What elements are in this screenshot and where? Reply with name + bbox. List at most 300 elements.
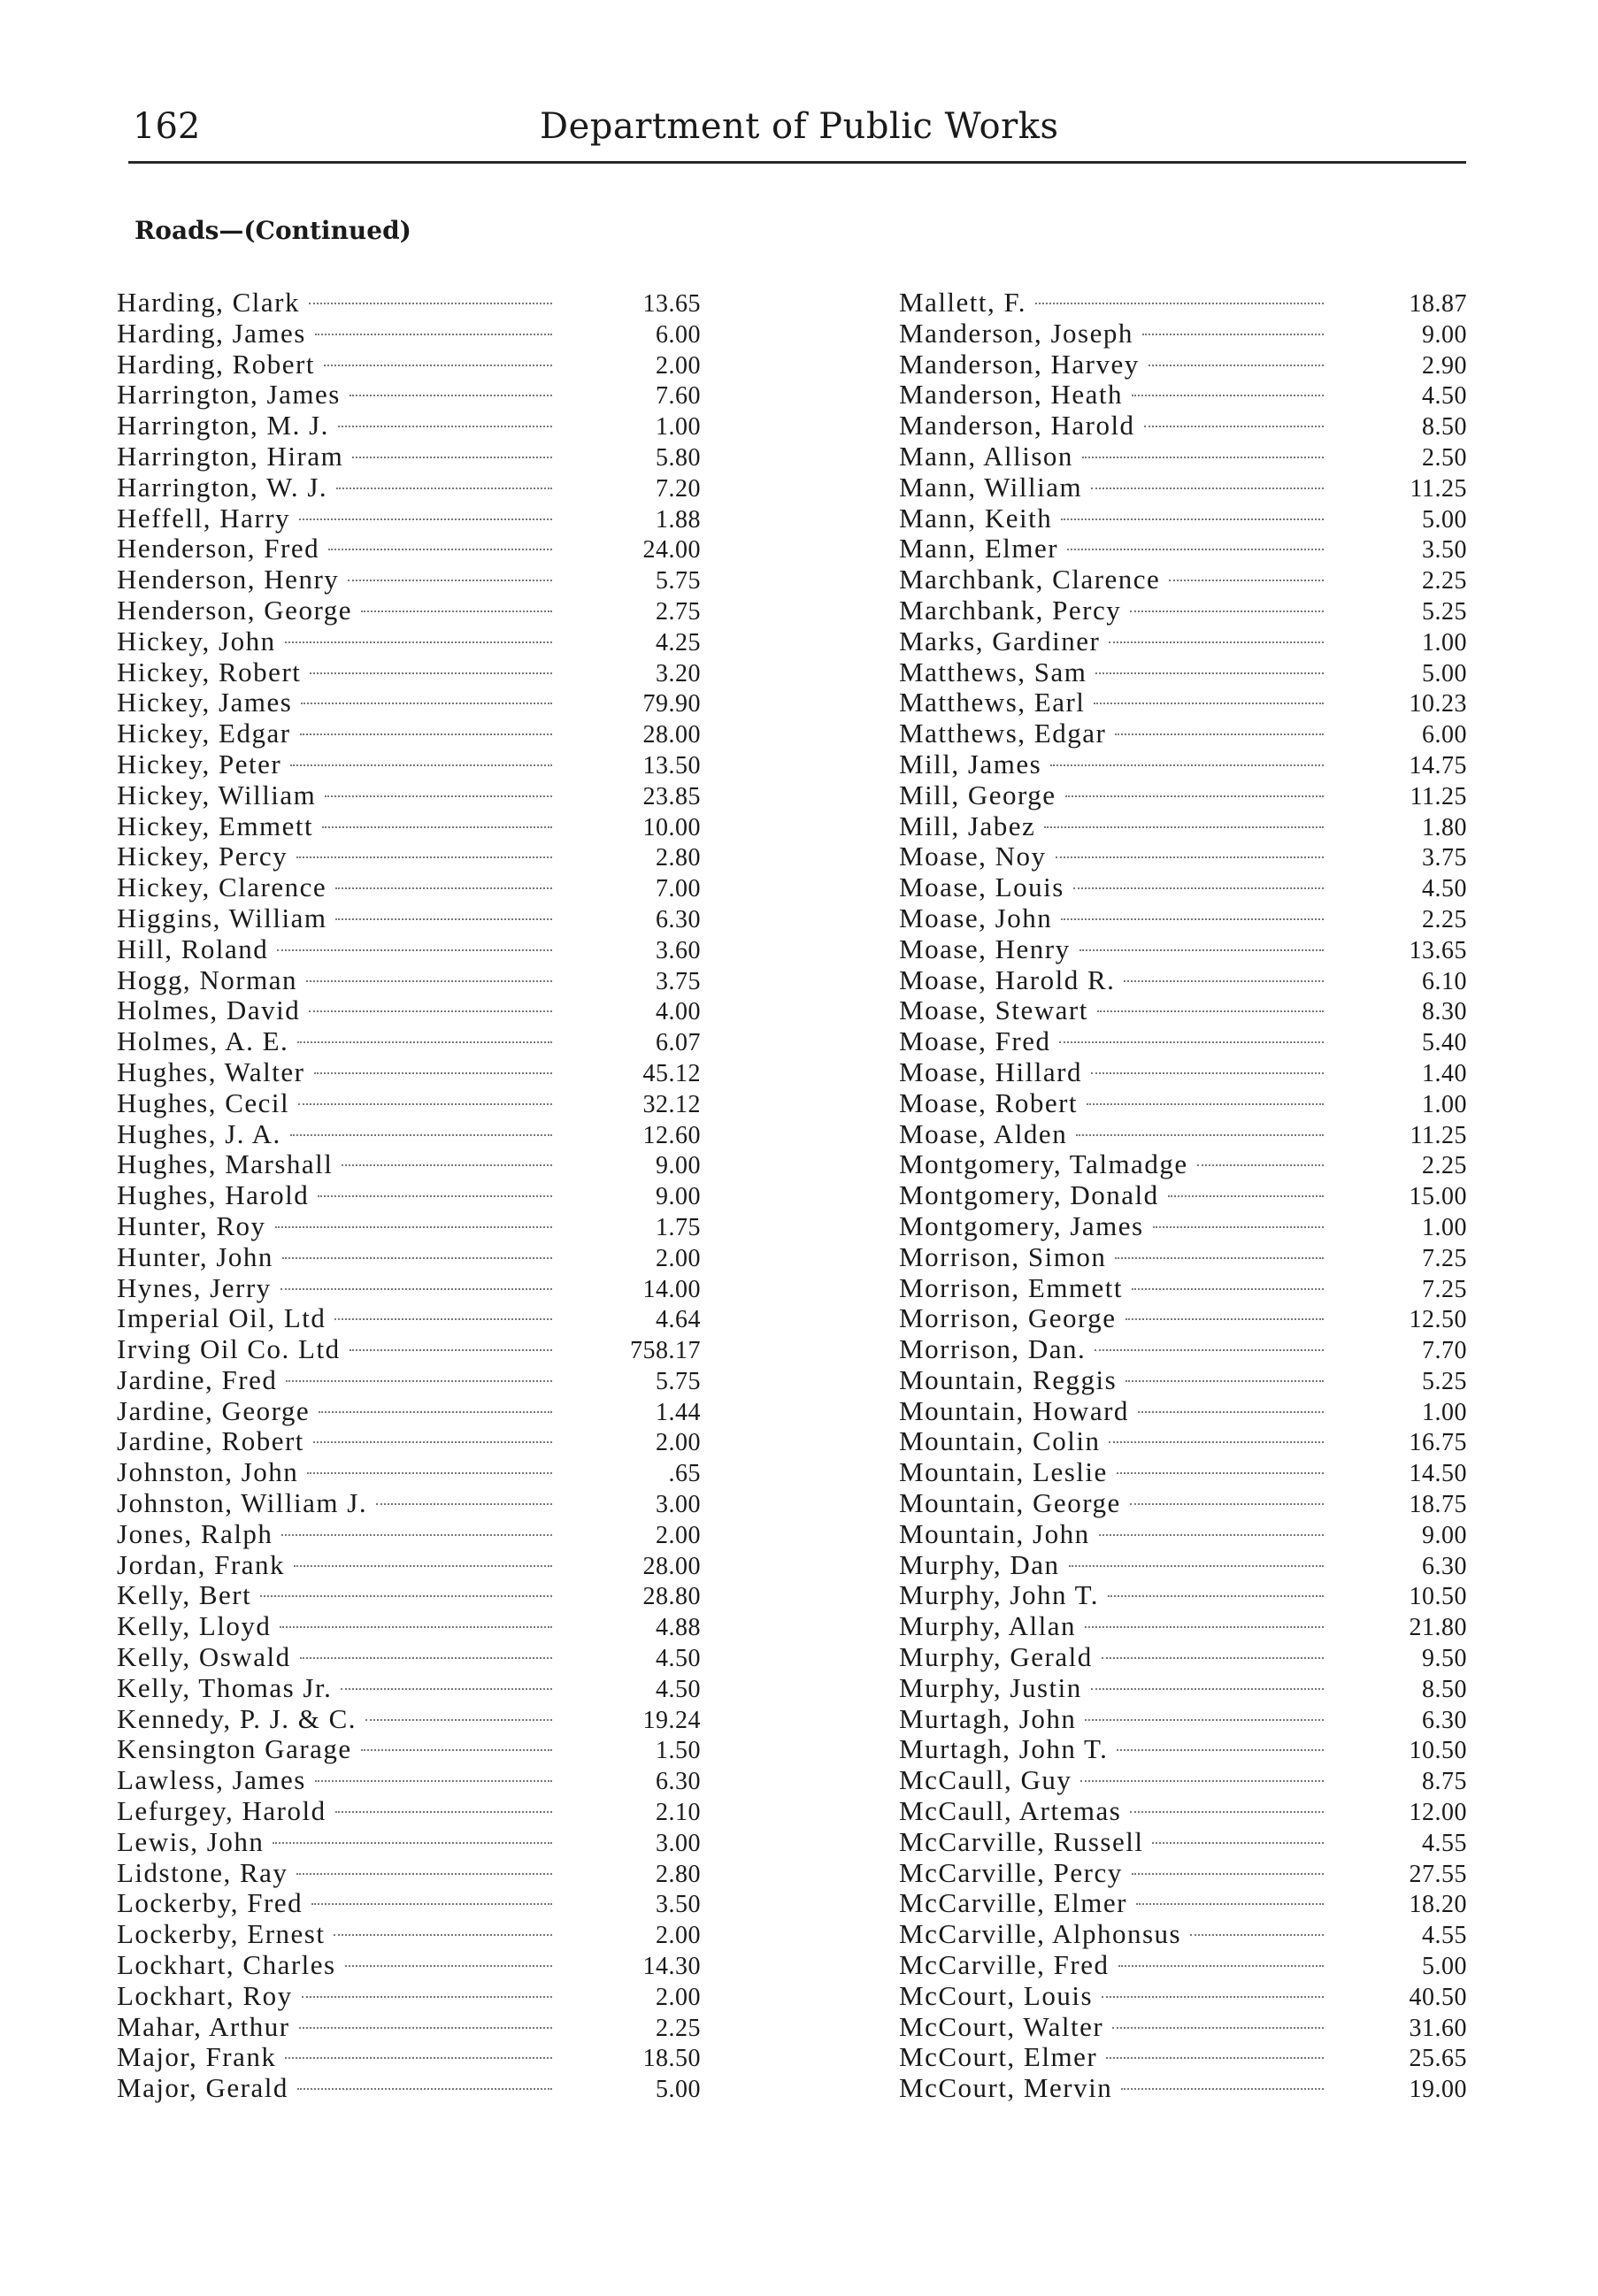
ledger-row xyxy=(899,1826,1467,1857)
payment-amount: 2.75 xyxy=(656,597,701,626)
payee-name: Mountain, George xyxy=(899,1487,1121,1519)
payment-amount: 1.80 xyxy=(1422,813,1467,841)
payment-amount: 1.00 xyxy=(1422,1213,1467,1241)
dot-leader xyxy=(1117,1749,1324,1751)
dot-leader xyxy=(300,1657,552,1659)
payee-name: Major, Frank xyxy=(117,2041,277,2073)
payee-name: Moase, John xyxy=(899,902,1053,933)
payment-amount: 2.80 xyxy=(656,844,701,872)
payee-name: Harrington, W. J. xyxy=(117,471,328,503)
payee-name: McCarville, Fred xyxy=(899,1949,1110,1981)
payment-amount: 13.50 xyxy=(642,751,701,779)
payee-name: Marchbank, Clarence xyxy=(899,564,1161,595)
payment-amount: 2.00 xyxy=(656,1244,701,1272)
payment-amount: 10.00 xyxy=(642,813,701,841)
dot-leader xyxy=(1152,1842,1324,1844)
ledger-row xyxy=(899,1672,1467,1703)
payee-name: Matthews, Earl xyxy=(899,687,1086,718)
payee-name: Mountain, Howard xyxy=(899,1394,1129,1426)
dot-leader xyxy=(352,457,552,458)
ledger-row xyxy=(899,1179,1467,1210)
ledger-row xyxy=(117,1333,701,1364)
payment-amount: 3.60 xyxy=(656,936,701,964)
payment-amount: 1.50 xyxy=(656,1737,701,1765)
payee-name: McCaull, Artemas xyxy=(899,1795,1122,1827)
payee-name: Murphy, Justin xyxy=(899,1671,1082,1703)
dot-leader xyxy=(1130,1503,1324,1505)
payee-name: Manderson, Harold xyxy=(899,410,1135,442)
dot-leader xyxy=(1112,2027,1324,2029)
payment-amount: 28.00 xyxy=(642,721,701,749)
payment-amount: 14.75 xyxy=(1409,751,1467,779)
payment-amount: 1.44 xyxy=(656,1398,701,1426)
payment-amount: 7.70 xyxy=(1422,1337,1467,1365)
payment-amount: 2.50 xyxy=(1422,443,1467,472)
payment-amount: 1.00 xyxy=(1422,1090,1467,1118)
dot-leader xyxy=(1102,1996,1324,1998)
ledger-row xyxy=(899,1364,1467,1395)
dot-leader xyxy=(307,1472,552,1474)
ledger-row xyxy=(117,1025,701,1056)
header-rule xyxy=(128,161,1466,164)
ledger-row xyxy=(899,1980,1467,2011)
dot-leader xyxy=(348,580,552,581)
payee-name: Henderson, Henry xyxy=(117,564,340,595)
ledger-row xyxy=(899,1703,1467,1734)
payee-name: Murtagh, John T. xyxy=(899,1733,1109,1765)
ledger-row xyxy=(899,1148,1467,1179)
payment-amount: 12.50 xyxy=(1409,1306,1467,1334)
dot-leader xyxy=(309,303,552,304)
ledger-row xyxy=(899,1949,1467,1980)
dot-leader xyxy=(341,1688,552,1690)
payee-name: Murphy, Allan xyxy=(899,1610,1077,1642)
ledger-row xyxy=(117,1179,701,1210)
payment-amount: 1.40 xyxy=(1422,1059,1467,1087)
payee-name: McCarville, Percy xyxy=(899,1856,1123,1888)
dot-leader xyxy=(310,672,552,674)
payment-amount: 19.24 xyxy=(642,1706,701,1734)
payment-amount: 6.30 xyxy=(656,905,701,933)
dot-leader xyxy=(1138,1411,1324,1413)
payment-amount: 15.00 xyxy=(1409,1183,1467,1211)
payment-amount: 7.20 xyxy=(656,474,701,503)
ledger-row xyxy=(117,964,701,995)
dot-leader xyxy=(1091,488,1324,489)
payee-name: Harrington, Hiram xyxy=(117,440,344,472)
dot-leader xyxy=(311,1903,552,1905)
ledger-row xyxy=(899,2072,1467,2103)
dot-leader xyxy=(1073,887,1324,889)
ledger-row xyxy=(899,749,1467,779)
payee-name: Kennedy, P. J. & C. xyxy=(117,1702,357,1734)
dot-leader xyxy=(315,334,552,335)
payee-name: Johnston, John xyxy=(117,1456,299,1488)
payee-name: Matthews, Edgar xyxy=(899,718,1107,749)
payment-amount: 13.65 xyxy=(1409,936,1467,964)
payee-name: Jardine, George xyxy=(117,1394,311,1426)
dot-leader xyxy=(1085,1719,1324,1721)
dot-leader xyxy=(1056,856,1324,858)
dot-leader xyxy=(297,2088,552,2090)
payee-name: Morrison, George xyxy=(899,1302,1117,1334)
payee-name: Kelly, Oswald xyxy=(117,1641,291,1673)
ledger-row xyxy=(899,503,1467,534)
ledger-row xyxy=(117,1980,701,2011)
ledger-row xyxy=(117,564,701,595)
payee-name: Kelly, Bert xyxy=(117,1579,252,1611)
payment-amount: 12.60 xyxy=(642,1121,701,1149)
payee-name: Moase, Alden xyxy=(899,1117,1068,1149)
dot-leader xyxy=(1132,395,1324,396)
payment-amount: 10.50 xyxy=(1409,1737,1467,1765)
payee-name: McCourt, Walter xyxy=(899,2010,1104,2042)
payee-name: Murphy, Dan xyxy=(899,1548,1060,1580)
payment-amount: 2.25 xyxy=(1422,1152,1467,1180)
payee-name: Moase, Fred xyxy=(899,1025,1051,1057)
ledger-row xyxy=(899,349,1467,380)
ledger-row xyxy=(117,287,701,318)
dot-leader xyxy=(324,365,552,366)
payment-amount: 18.75 xyxy=(1409,1491,1467,1519)
payment-amount: 4.00 xyxy=(656,998,701,1026)
ledger-row xyxy=(899,779,1467,810)
payee-name: Mountain, Colin xyxy=(899,1425,1101,1457)
dot-leader xyxy=(1085,1626,1324,1628)
dot-leader xyxy=(328,549,552,550)
payee-name: Lefurgey, Harold xyxy=(117,1795,327,1827)
ledger-row xyxy=(117,1425,701,1456)
dot-leader xyxy=(1044,826,1324,828)
payee-name: Mountain, John xyxy=(899,1517,1090,1549)
ledger-row xyxy=(899,1549,1467,1580)
ledger-row xyxy=(899,287,1467,318)
payee-name: Mann, William xyxy=(899,471,1083,503)
payee-name: Mahar, Arthur xyxy=(117,2010,290,2042)
payment-amount: 3.75 xyxy=(656,967,701,995)
dot-leader xyxy=(285,641,552,643)
dot-leader xyxy=(285,2057,552,2059)
dot-leader xyxy=(315,1780,552,1782)
ledger-row xyxy=(117,1272,701,1303)
dot-leader xyxy=(361,1749,552,1751)
payment-amount: 5.75 xyxy=(656,567,701,595)
dot-leader xyxy=(318,1195,552,1197)
payee-name: Moase, Henry xyxy=(899,933,1071,964)
dot-leader xyxy=(334,1934,552,1936)
dot-leader xyxy=(1115,733,1324,735)
ledger-row xyxy=(117,1826,701,1857)
ledger-row xyxy=(117,1703,701,1734)
payment-amount: 3.00 xyxy=(656,1491,701,1519)
payee-name: Mallett, F. xyxy=(899,287,1027,318)
payment-amount: 14.30 xyxy=(642,1953,701,1981)
ledger-row xyxy=(899,1857,1467,1888)
ledger-row xyxy=(117,2011,701,2042)
payment-amount: 3.00 xyxy=(656,1829,701,1857)
payment-amount: 2.90 xyxy=(1422,351,1467,380)
dot-leader xyxy=(306,980,552,982)
payee-name: Murtagh, John xyxy=(899,1702,1077,1734)
ledger-row xyxy=(117,1795,701,1826)
ledger-row xyxy=(117,749,701,779)
ledger-row xyxy=(117,994,701,1025)
dot-leader xyxy=(335,887,552,889)
dot-leader xyxy=(309,1010,552,1012)
ledger-row xyxy=(117,503,701,534)
ledger-row xyxy=(899,1272,1467,1303)
ledger-row xyxy=(117,1733,701,1764)
ledger-row xyxy=(117,1241,701,1272)
payment-amount: 10.23 xyxy=(1409,690,1467,718)
payee-name: Jardine, Robert xyxy=(117,1425,304,1457)
payee-name: Hynes, Jerry xyxy=(117,1271,272,1303)
payment-amount: 32.12 xyxy=(642,1090,701,1118)
dot-leader xyxy=(1106,2057,1324,2059)
ledger-row xyxy=(117,718,701,749)
payee-name: Harding, Clark xyxy=(117,287,300,318)
ledger-row xyxy=(117,1918,701,1949)
payment-amount: 5.00 xyxy=(1422,1953,1467,1981)
ledger-row xyxy=(899,441,1467,472)
payee-name: Kelly, Thomas Jr. xyxy=(117,1671,333,1703)
payee-name: Hill, Roland xyxy=(117,933,269,964)
payment-amount: 4.50 xyxy=(1422,875,1467,903)
payment-amount: 23.85 xyxy=(642,782,701,810)
payment-amount: 79.90 xyxy=(642,690,701,718)
payment-amount: 7.25 xyxy=(1422,1275,1467,1303)
payment-amount: 45.12 xyxy=(642,1059,701,1087)
ledger-row xyxy=(899,1887,1467,1918)
dot-leader xyxy=(322,826,552,828)
ledger-row xyxy=(899,626,1467,657)
dot-leader xyxy=(345,1965,552,1967)
payment-amount: 2.10 xyxy=(656,1799,701,1827)
ledger-row xyxy=(117,1456,701,1487)
payee-name: Holmes, David xyxy=(117,994,301,1026)
payee-name: Montgomery, Donald xyxy=(899,1179,1159,1211)
payee-name: Harrington, James xyxy=(117,379,341,411)
payment-amount: 758.17 xyxy=(630,1337,701,1365)
ledger-row xyxy=(899,1056,1467,1087)
payee-name: Manderson, Joseph xyxy=(899,317,1133,349)
ledger-row xyxy=(899,1518,1467,1549)
payee-name: Jordan, Frank xyxy=(117,1548,285,1580)
dot-leader xyxy=(1094,703,1324,704)
dot-leader xyxy=(260,1595,552,1597)
ledger-row xyxy=(117,349,701,380)
ledger-row xyxy=(117,1056,701,1087)
dot-leader xyxy=(1099,1534,1324,1536)
payment-amount: 4.64 xyxy=(656,1306,701,1334)
payee-name: Montgomery, James xyxy=(899,1209,1144,1241)
payee-name: Harding, Robert xyxy=(117,348,315,380)
dot-leader xyxy=(1115,1257,1324,1259)
payment-amount: 9.00 xyxy=(656,1152,701,1180)
payee-name: Montgomery, Talmadge xyxy=(899,1148,1188,1180)
ledger-row xyxy=(899,1641,1467,1672)
payment-amount: 18.50 xyxy=(642,2045,701,2073)
dot-leader xyxy=(1069,1565,1324,1567)
ledger-row xyxy=(899,1302,1467,1333)
payment-amount: 6.07 xyxy=(656,1029,701,1057)
payment-amount: 1.75 xyxy=(656,1213,701,1241)
payment-amount: 4.55 xyxy=(1422,1829,1467,1857)
ledger-row xyxy=(117,626,701,657)
payee-name: Hickey, Percy xyxy=(117,841,288,872)
payee-name: Lewis, John xyxy=(117,1825,265,1857)
payee-name: Mann, Keith xyxy=(899,502,1053,534)
payee-name: Lockhart, Roy xyxy=(117,1979,293,2011)
ledger-row xyxy=(117,1579,701,1610)
payee-name: McCarville, Alphonsus xyxy=(899,1918,1182,1950)
ledger-row xyxy=(117,1949,701,1980)
payee-name: Murphy, Gerald xyxy=(899,1641,1093,1673)
ledger-row xyxy=(899,657,1467,687)
payment-amount: 9.00 xyxy=(656,1183,701,1211)
dot-leader xyxy=(1126,1318,1324,1320)
ledger-row xyxy=(899,564,1467,595)
dot-leader xyxy=(290,764,552,766)
payment-amount: 3.20 xyxy=(656,659,701,687)
dot-leader xyxy=(301,703,552,704)
ledger-row xyxy=(899,1118,1467,1149)
payment-amount: 11.25 xyxy=(1410,1121,1467,1149)
payee-name: Jones, Ralph xyxy=(117,1517,273,1549)
payee-name: Kensington Garage xyxy=(117,1733,352,1765)
payee-name: Hughes, Harold xyxy=(117,1179,310,1211)
payee-name: Hickey, Peter xyxy=(117,748,282,779)
ledger-row xyxy=(899,994,1467,1025)
payment-amount: 5.25 xyxy=(1422,597,1467,626)
dot-leader xyxy=(314,1072,553,1074)
ledger-row xyxy=(117,1857,701,1888)
dot-leader xyxy=(1095,1349,1324,1351)
payee-name: Manderson, Harvey xyxy=(899,348,1140,380)
payee-name: Hughes, J. A. xyxy=(117,1117,281,1149)
dot-leader xyxy=(1117,1472,1324,1474)
payment-amount: 11.25 xyxy=(1410,782,1467,810)
ledger-row xyxy=(117,1487,701,1518)
payee-name: Mann, Allison xyxy=(899,440,1073,472)
dot-leader xyxy=(1059,1041,1324,1043)
ledger-row xyxy=(117,1148,701,1179)
payment-amount: 18.87 xyxy=(1409,290,1467,318)
payee-name: Hunter, John xyxy=(117,1240,273,1272)
dot-leader xyxy=(334,1318,552,1320)
dot-leader xyxy=(1124,980,1324,982)
payee-name: Henderson, George xyxy=(117,594,352,626)
payment-amount: 9.00 xyxy=(1422,1521,1467,1549)
dot-leader xyxy=(290,1134,552,1136)
ledger-row xyxy=(117,595,701,626)
ledger-row xyxy=(899,1025,1467,1056)
dot-leader xyxy=(1108,1595,1324,1597)
payee-name: Marks, Gardiner xyxy=(899,625,1101,657)
dot-leader xyxy=(325,795,552,797)
payee-name: Henderson, Fred xyxy=(117,533,320,564)
payee-name: Mill, James xyxy=(899,748,1042,779)
payment-amount: 5.80 xyxy=(656,443,701,472)
payment-amount: 2.00 xyxy=(656,1922,701,1950)
payment-amount: 1.00 xyxy=(656,413,701,442)
payee-name: Morrison, Dan. xyxy=(899,1333,1087,1365)
dot-leader xyxy=(275,1226,552,1228)
dot-leader xyxy=(1076,1134,1324,1136)
ledger-row xyxy=(899,1241,1467,1272)
ledger-row xyxy=(899,1425,1467,1456)
dot-leader xyxy=(1118,1965,1324,1967)
dot-leader xyxy=(342,1164,552,1166)
payment-amount: 14.00 xyxy=(642,1275,701,1303)
ledger-row xyxy=(899,1395,1467,1426)
ledger-row xyxy=(117,687,701,718)
dot-leader xyxy=(1095,672,1324,674)
payment-amount: 7.25 xyxy=(1422,1244,1467,1272)
payment-amount: 19.00 xyxy=(1409,2076,1467,2104)
ledger-row xyxy=(117,472,701,503)
payee-name: Mann, Elmer xyxy=(899,533,1059,564)
ledger-row xyxy=(117,1887,701,1918)
dot-leader xyxy=(1149,365,1324,366)
dot-leader xyxy=(302,1996,552,1998)
dot-leader xyxy=(1091,1072,1324,1074)
ledger-row xyxy=(899,933,1467,964)
ledger-row xyxy=(899,318,1467,349)
ledger-row xyxy=(899,472,1467,503)
page-header xyxy=(133,104,1469,149)
ledger-row xyxy=(899,687,1467,718)
payment-amount: 27.55 xyxy=(1409,1860,1467,1888)
ledger-row xyxy=(899,810,1467,841)
ledger-row xyxy=(899,1733,1467,1764)
payment-amount: 6.10 xyxy=(1422,967,1467,995)
dot-leader xyxy=(281,1534,552,1536)
dot-leader xyxy=(1144,426,1324,427)
payment-amount: 2.00 xyxy=(656,1429,701,1457)
dot-leader xyxy=(299,518,552,520)
dot-leader xyxy=(1169,580,1324,581)
dot-leader xyxy=(277,949,552,951)
payee-name: Hickey, Emmett xyxy=(117,810,314,841)
dot-leader xyxy=(376,1503,552,1505)
payment-amount: 16.75 xyxy=(1409,1429,1467,1457)
ledger-row xyxy=(899,2041,1467,2072)
payee-name: Mountain, Leslie xyxy=(899,1456,1108,1488)
payee-name: Moase, Robert xyxy=(899,1087,1079,1118)
payment-amount: 2.25 xyxy=(656,2014,701,2042)
payee-name: Irving Oil Co. Ltd xyxy=(117,1333,341,1365)
payment-amount: 3.50 xyxy=(656,1891,701,1919)
payment-amount: 40.50 xyxy=(1409,1983,1467,2011)
ledger-column-left xyxy=(117,287,701,2103)
ledger-row xyxy=(117,410,701,441)
payee-name: Hughes, Marshall xyxy=(117,1148,334,1180)
dot-leader xyxy=(296,856,552,858)
dot-leader xyxy=(361,610,552,612)
payment-amount: 6.30 xyxy=(656,1768,701,1796)
payment-amount: 6.30 xyxy=(1422,1706,1467,1734)
payee-name: Morrison, Emmett xyxy=(899,1271,1124,1303)
ledger-row xyxy=(117,1364,701,1395)
payee-name: McCarville, Russell xyxy=(899,1825,1144,1857)
payment-amount: 3.50 xyxy=(1422,536,1467,564)
dot-leader xyxy=(1067,549,1324,550)
payment-amount: 10.50 xyxy=(1409,1583,1467,1611)
ledger-row xyxy=(899,718,1467,749)
dot-leader xyxy=(1121,2088,1324,2090)
payee-name: Heffell, Harry xyxy=(117,502,291,534)
